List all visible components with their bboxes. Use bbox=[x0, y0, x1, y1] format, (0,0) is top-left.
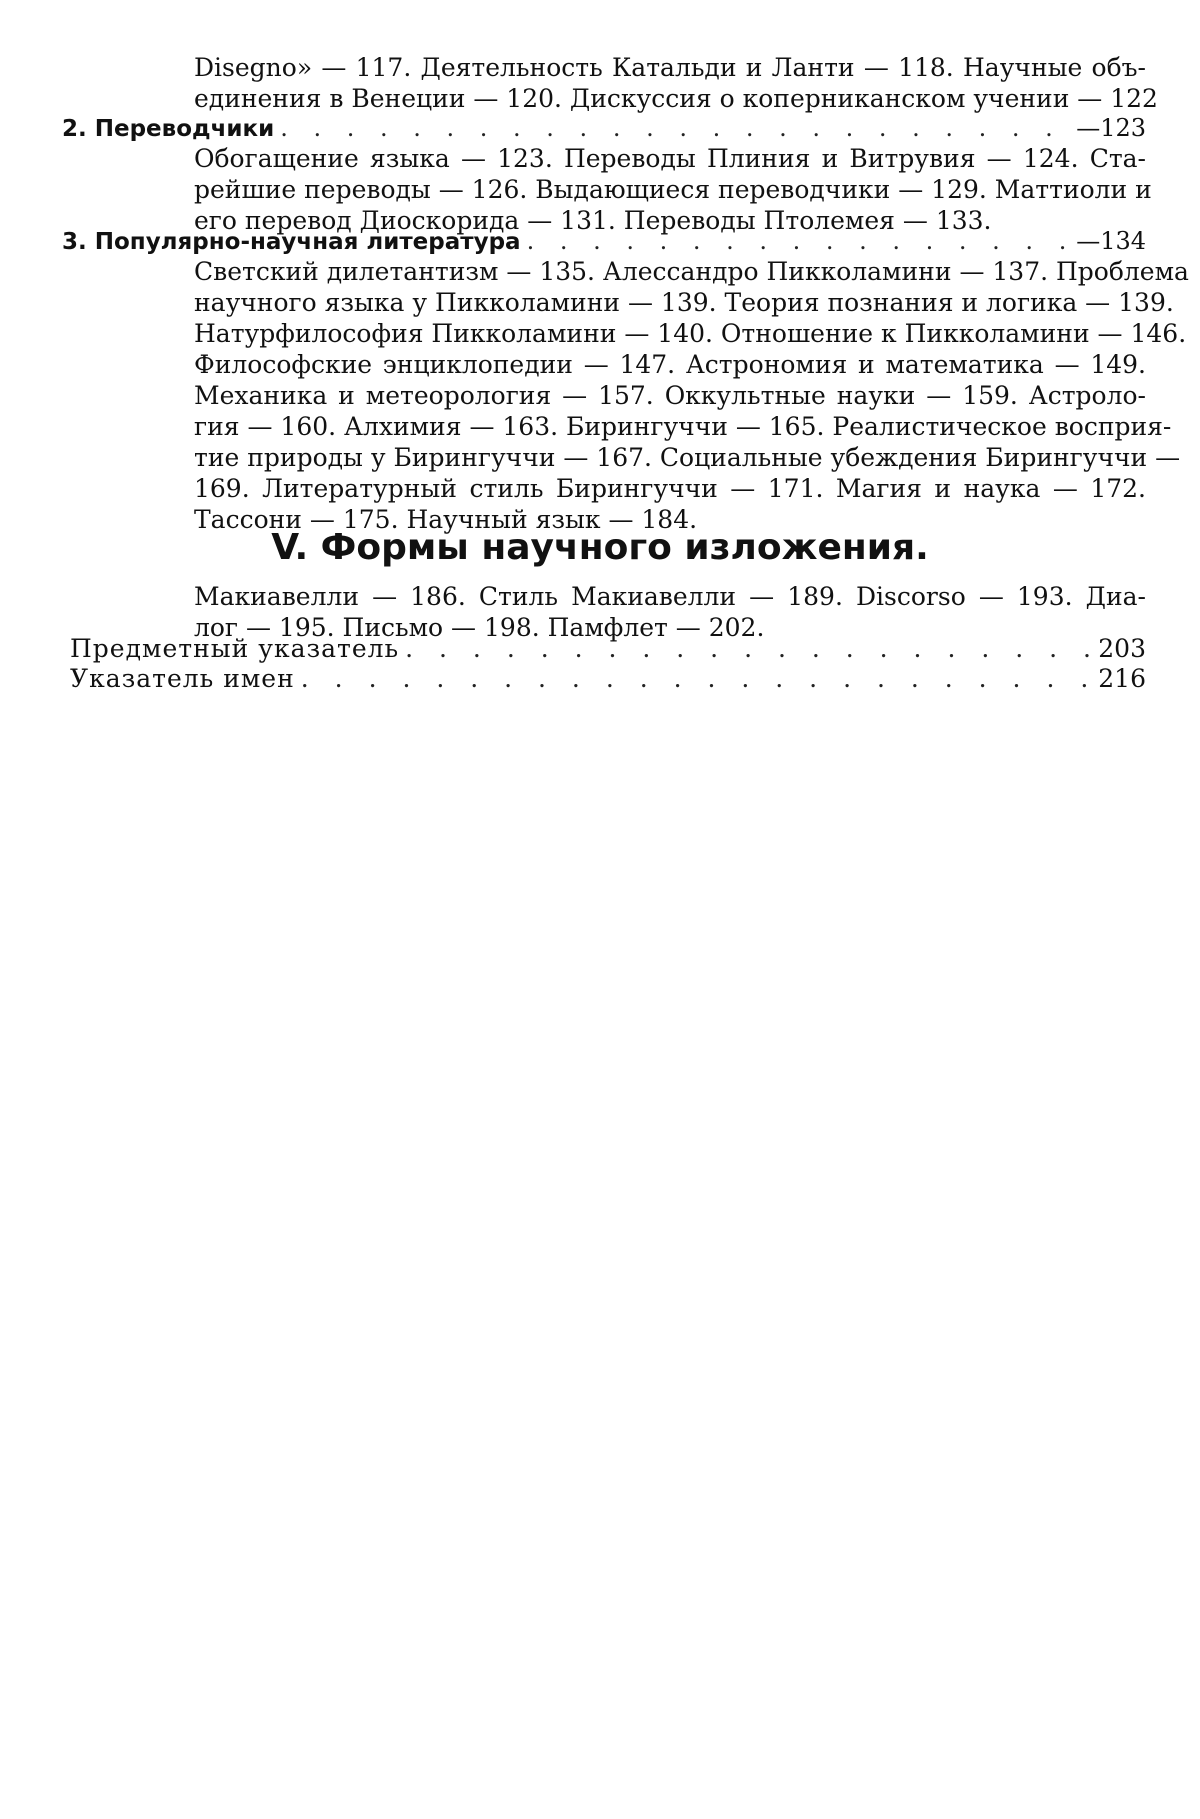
toc-entry-page: —134 bbox=[1076, 227, 1146, 255]
toc-entry-label: Указатель имен bbox=[70, 664, 295, 693]
text-line: лог — 195. Письмо — 198. Памфлет — 202. bbox=[194, 613, 765, 642]
toc-entry-label: Предметный указатель bbox=[70, 634, 400, 663]
toc-names-index[interactable] bbox=[70, 664, 1146, 694]
text-line: тие природы у Бирингуччи — 167. Социальные убеждения Бирингуччи — bbox=[194, 443, 1181, 472]
text-line: гия — 160. Алхимия — 163. Бирингуччи — 165. Реалистическое восприя- bbox=[194, 412, 1172, 441]
text-line: Disegno» — 117. Деятельность Катальди и Ланти — 118. Научные объ- bbox=[194, 53, 1146, 82]
dot-leader bbox=[527, 226, 1071, 256]
toc-subject-index[interactable] bbox=[70, 634, 1146, 664]
toc-entry-popular-science[interactable] bbox=[62, 226, 1146, 257]
dot-leader bbox=[280, 113, 1070, 143]
dot-leader bbox=[301, 664, 1093, 694]
text-line: Механика и метеорология — 157. Оккультные науки — 159. Астроло- bbox=[194, 381, 1146, 410]
toc-continuation-text bbox=[194, 52, 1158, 114]
toc-entry-label: 3. Популярно-научная литература bbox=[62, 229, 521, 255]
toc-entry-page: 216 bbox=[1098, 664, 1146, 693]
text-line: Философские энциклопедии — 147. Астрономия и математика — 149. bbox=[194, 350, 1146, 379]
toc-entry-page: 203 bbox=[1098, 634, 1146, 663]
text-line: Макиавелли — 186. Стиль Макиавелли — 189. Discorso — 193. Диа- bbox=[194, 582, 1146, 611]
section-title[interactable]: V. Формы научного изложения. bbox=[271, 527, 929, 568]
toc-entry-page: —123 bbox=[1076, 114, 1146, 142]
text-line: научного языка у Пикколамини — 139. Теория познания и логика — 139. bbox=[194, 288, 1174, 317]
text-line: Натурфилософия Пикколамини — 140. Отношение к Пикколамини — 146. bbox=[194, 319, 1187, 348]
text-line: единения в Венеции — 120. Дискуссия о коперниканском учении — 122 bbox=[194, 84, 1158, 113]
text-line: рейшие переводы — 126. Выдающиеся переводчики — 129. Маттиоли и bbox=[194, 175, 1152, 204]
text-line: Светский дилетантизм — 135. Алессандро Пикколамини — 137. Проблема bbox=[194, 257, 1189, 286]
toc-entry-translators-description bbox=[194, 143, 1152, 236]
dot-leader bbox=[405, 634, 1092, 664]
text-line: 169. Литературный стиль Бирингуччи — 171. Магия и наука — 172. bbox=[194, 474, 1146, 503]
toc-entry-popular-science-description bbox=[194, 256, 1189, 535]
toc-entry-label: 2. Переводчики bbox=[62, 116, 275, 142]
text-line: его перевод Диоскорида — 131. Переводы Птолемея — 133. bbox=[194, 206, 992, 235]
text-line: Тассони — 175. Научный язык — 184. bbox=[194, 505, 698, 534]
toc-entry-translators[interactable] bbox=[62, 113, 1146, 144]
text-line: Обогащение языка — 123. Переводы Плиния и Витрувия — 124. Ста- bbox=[194, 144, 1146, 173]
